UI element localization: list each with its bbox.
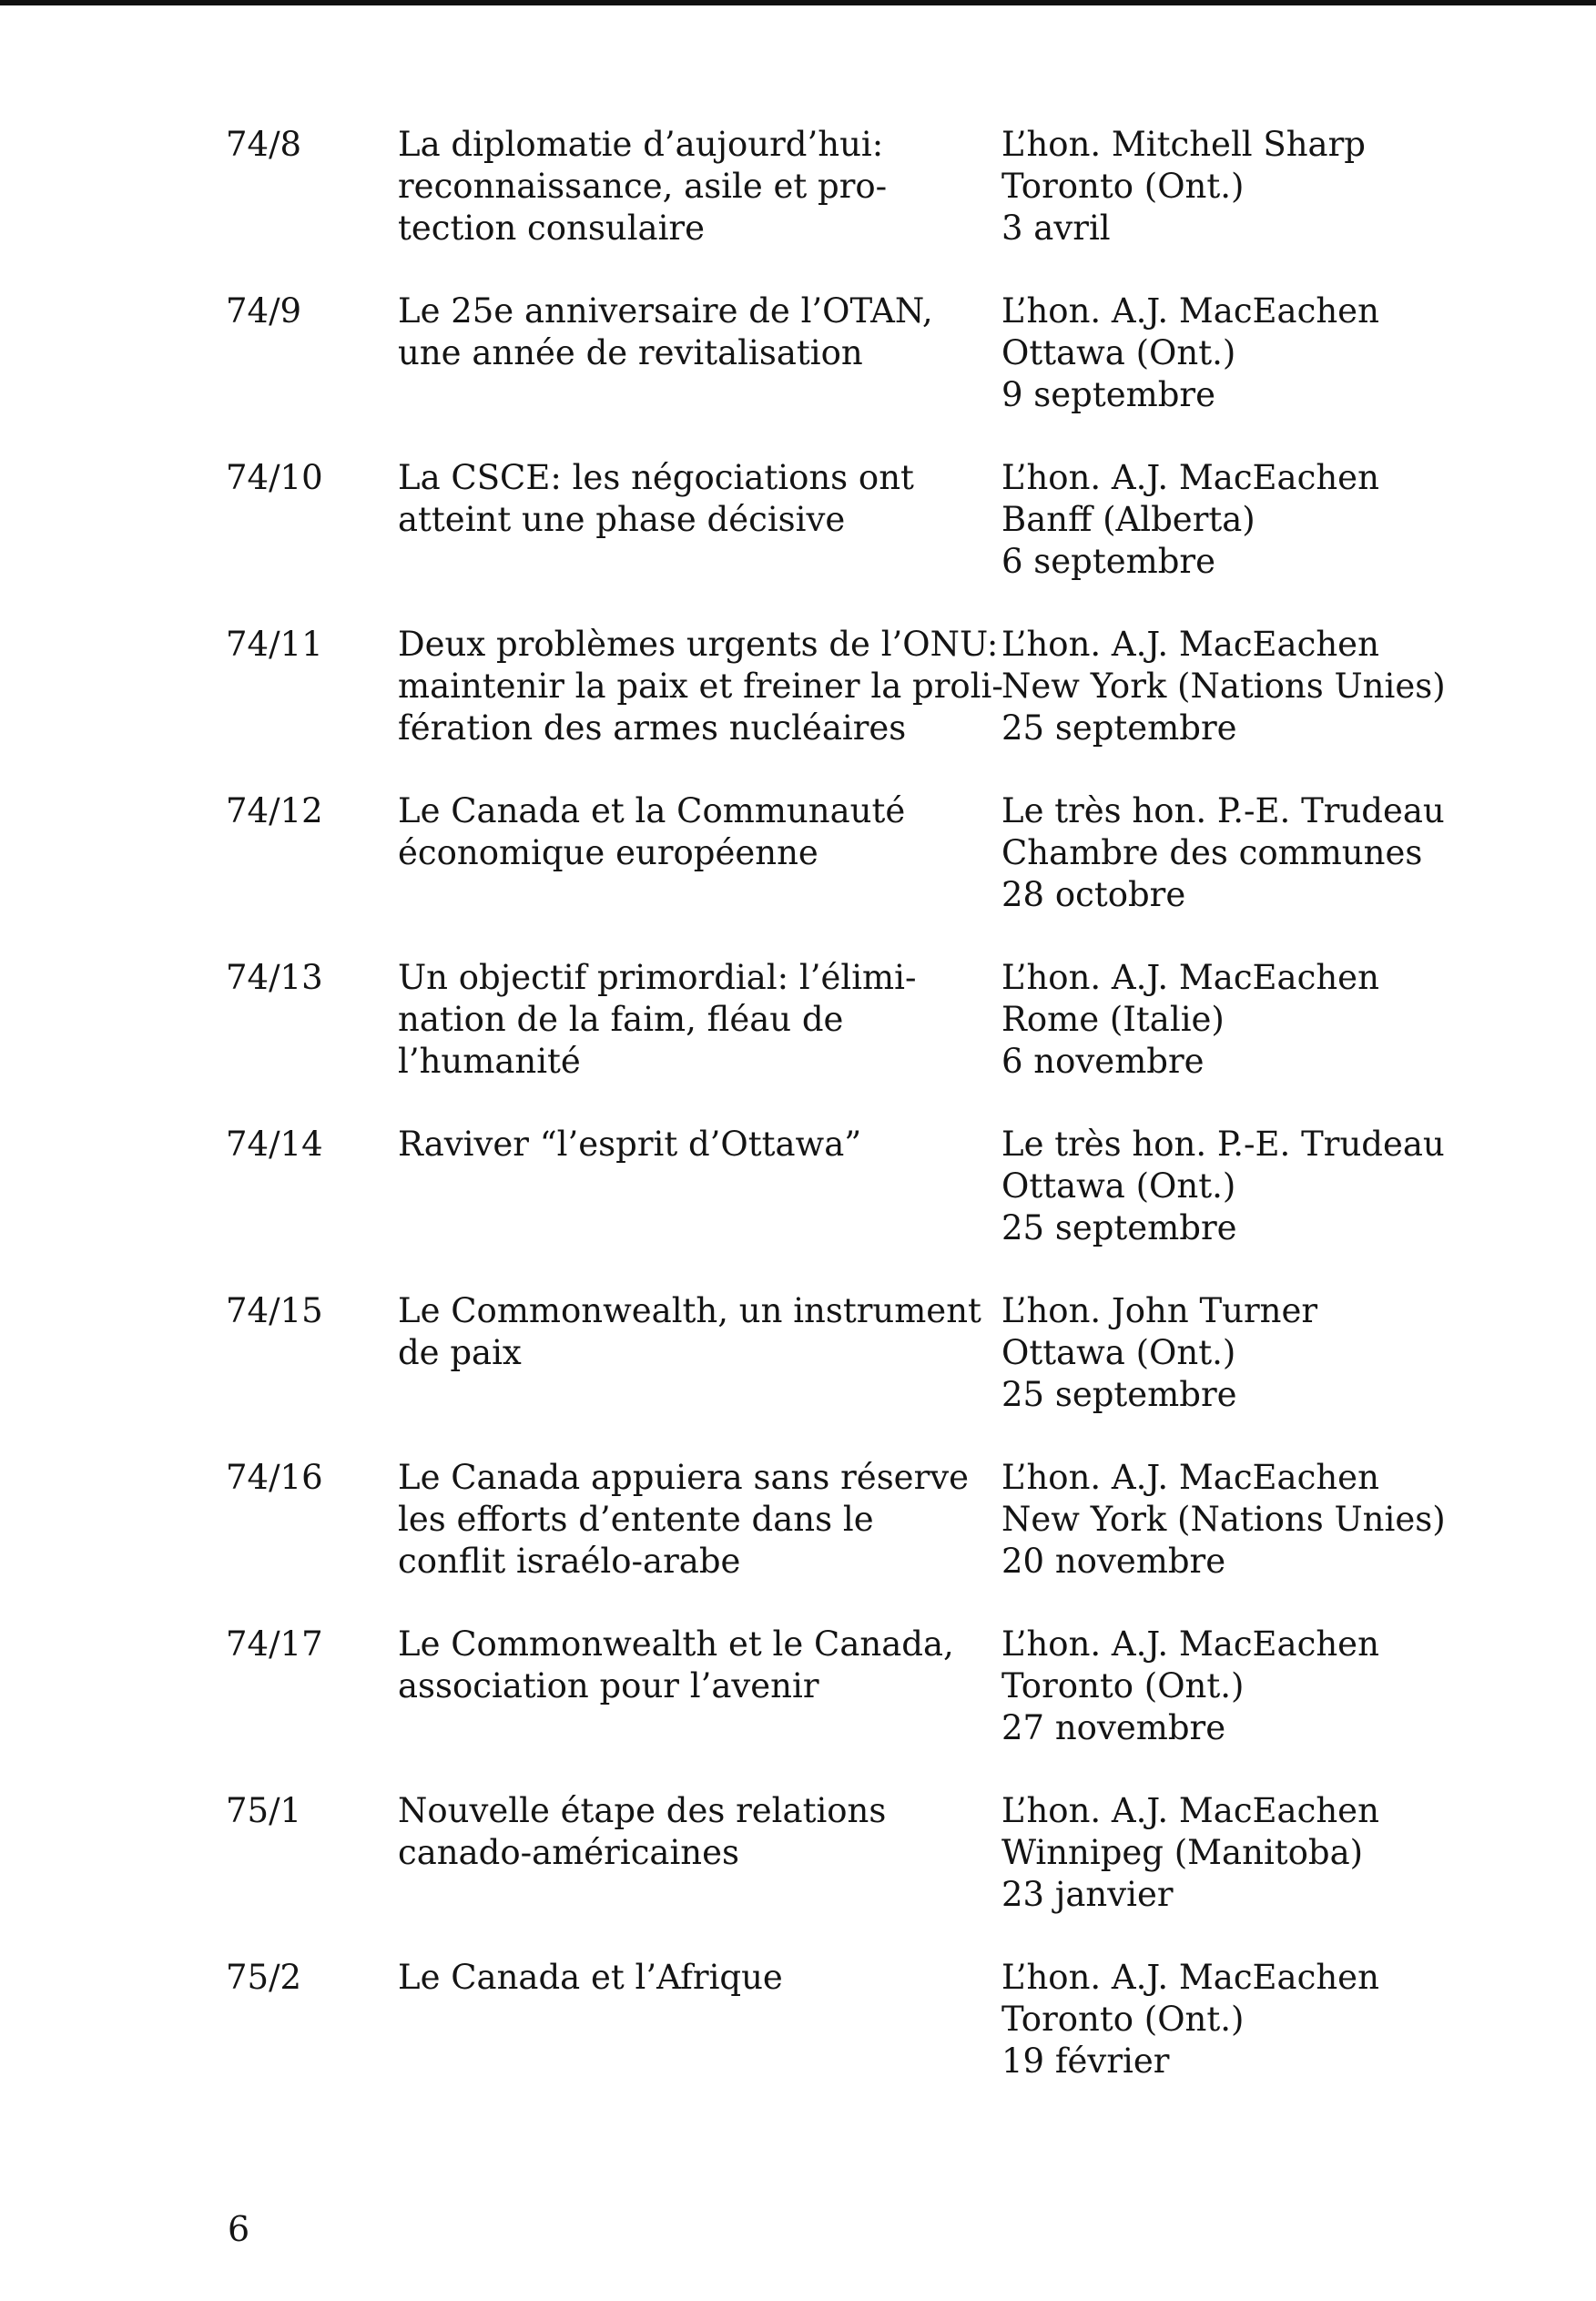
- entry-place: Ottawa (Ont.): [1001, 1333, 1236, 1372]
- entry-meta: [1001, 1790, 1566, 1916]
- entry-place: Ottawa (Ont.): [1001, 333, 1236, 372]
- entry-place: New York (Nations Unies): [1001, 1500, 1446, 1539]
- title-line: Le Commonwealth, un instrument: [398, 1291, 981, 1330]
- entry-speaker: L’hon. A.J. MacEachen: [1001, 1958, 1379, 1997]
- speech-entry: [0, 1290, 1596, 1457]
- entry-speaker: Le très hon. P.-E. Trudeau: [1001, 791, 1445, 830]
- entry-title: [398, 457, 999, 541]
- title-line: Le Canada et l’Afrique: [398, 1958, 783, 1997]
- title-line: économique européenne: [398, 833, 818, 872]
- entry-meta: [1001, 1457, 1566, 1583]
- title-line: Raviver “l’esprit d’Ottawa”: [398, 1125, 862, 1164]
- entry-date: 9 septembre: [1001, 375, 1215, 414]
- speech-entry: [0, 124, 1596, 290]
- entry-speaker: L’hon. Mitchell Sharp: [1001, 125, 1366, 164]
- title-line: tection consulaire: [398, 209, 706, 248]
- entry-number: 74/11: [226, 625, 323, 664]
- entry-title: [398, 290, 999, 374]
- entry-meta: [1001, 1290, 1566, 1416]
- entry-date: 27 novembre: [1001, 1708, 1226, 1747]
- title-line: Le Canada appuiera sans réserve: [398, 1458, 970, 1497]
- entry-date: 3 avril: [1001, 209, 1111, 248]
- entry-number: 75/2: [226, 1958, 302, 1997]
- speech-entry: [0, 457, 1596, 624]
- title-line: atteint une phase décisive: [398, 500, 846, 539]
- entry-place: New York (Nations Unies): [1001, 667, 1446, 706]
- title-line: fération des armes nucléaires: [398, 708, 907, 748]
- title-line: canado-américaines: [398, 1833, 740, 1872]
- entry-number: 74/12: [226, 791, 323, 830]
- entry-number: 74/10: [226, 458, 323, 497]
- speech-entry: [0, 1457, 1596, 1624]
- title-line: nation de la faim, fléau de: [398, 1000, 844, 1039]
- entry-meta: [1001, 290, 1566, 416]
- entry-meta: [1001, 624, 1566, 749]
- entry-place: Ottawa (Ont.): [1001, 1166, 1236, 1206]
- entry-speaker: Le très hon. P.-E. Trudeau: [1001, 1125, 1445, 1164]
- entry-speaker: L’hon. A.J. MacEachen: [1001, 958, 1379, 997]
- entry-number: 74/9: [226, 291, 302, 331]
- entry-number: 74/17: [226, 1624, 323, 1664]
- entry-number: 75/1: [226, 1791, 302, 1830]
- speech-entry: [0, 1624, 1596, 1790]
- entry-title: [398, 957, 999, 1083]
- entry-date: 25 septembre: [1001, 1208, 1237, 1247]
- entry-title: [398, 1457, 999, 1583]
- entry-speaker: L’hon. A.J. MacEachen: [1001, 1458, 1379, 1497]
- title-line: maintenir la paix et freiner la proli-: [398, 667, 1003, 706]
- title-line: La diplomatie d’aujourd’hui:: [398, 125, 884, 164]
- entry-title: [398, 1290, 999, 1374]
- entry-title: [398, 624, 1003, 749]
- speech-entry: [0, 1790, 1596, 1957]
- entry-place: Toronto (Ont.): [1001, 1666, 1245, 1705]
- speech-entry: [0, 957, 1596, 1124]
- top-border-rule: [0, 0, 1596, 5]
- title-line: une année de revitalisation: [398, 333, 863, 372]
- title-line: Un objectif primordial: l’élimi-: [398, 958, 917, 997]
- entry-place: Banff (Alberta): [1001, 500, 1255, 539]
- entry-meta: [1001, 1624, 1566, 1749]
- title-line: Le Canada et la Communauté: [398, 791, 906, 830]
- entry-speaker: L’hon. A.J. MacEachen: [1001, 458, 1379, 497]
- entry-number: 74/8: [226, 125, 302, 164]
- title-line: Le 25e anniversaire de l’OTAN,: [398, 291, 933, 331]
- entry-place: Rome (Italie): [1001, 1000, 1225, 1039]
- entry-date: 28 octobre: [1001, 875, 1186, 914]
- entry-date: 25 septembre: [1001, 708, 1237, 748]
- speech-list: [0, 124, 1596, 2123]
- entry-number: 74/15: [226, 1291, 323, 1330]
- entry-speaker: L’hon. A.J. MacEachen: [1001, 625, 1379, 664]
- entry-date: 20 novembre: [1001, 1542, 1226, 1581]
- entry-number: 74/14: [226, 1125, 323, 1164]
- entry-date: 6 septembre: [1001, 542, 1215, 581]
- entry-date: 25 septembre: [1001, 1375, 1237, 1414]
- entry-place: Toronto (Ont.): [1001, 167, 1245, 206]
- title-line: de paix: [398, 1333, 522, 1372]
- title-line: association pour l’avenir: [398, 1666, 819, 1705]
- entry-place: Winnipeg (Manitoba): [1001, 1833, 1364, 1872]
- entry-number: 74/16: [226, 1458, 323, 1497]
- title-line: La CSCE: les négociations ont: [398, 458, 914, 497]
- entry-title: [398, 1790, 999, 1874]
- entry-title: [398, 124, 999, 249]
- entry-place: Chambre des communes: [1001, 833, 1423, 872]
- entry-title: [398, 1957, 999, 1999]
- entry-speaker: L’hon. A.J. MacEachen: [1001, 291, 1379, 331]
- entry-number: 74/13: [226, 958, 323, 997]
- entry-meta: [1001, 957, 1566, 1083]
- page-number: 6: [228, 2209, 250, 2249]
- entry-title: [398, 790, 999, 874]
- speech-entry: [0, 624, 1596, 790]
- title-line: l’humanité: [398, 1042, 581, 1081]
- entry-date: 19 février: [1001, 2041, 1170, 2081]
- entry-speaker: L’hon. A.J. MacEachen: [1001, 1791, 1379, 1830]
- title-line: les efforts d’entente dans le: [398, 1500, 874, 1539]
- entry-date: 6 novembre: [1001, 1042, 1205, 1081]
- entry-meta: [1001, 1957, 1566, 2082]
- speech-entry: [0, 290, 1596, 457]
- speech-entry: [0, 790, 1596, 957]
- title-line: Deux problèmes urgents de l’ONU:: [398, 625, 999, 664]
- entry-speaker: L’hon. John Turner: [1001, 1291, 1318, 1330]
- entry-title: [398, 1124, 999, 1166]
- title-line: Le Commonwealth et le Canada,: [398, 1624, 954, 1664]
- entry-meta: [1001, 1124, 1566, 1249]
- title-line: Nouvelle étape des relations: [398, 1791, 887, 1830]
- entry-title: [398, 1624, 999, 1707]
- title-line: conflit israélo-arabe: [398, 1542, 741, 1581]
- entry-meta: [1001, 124, 1566, 249]
- entry-place: Toronto (Ont.): [1001, 2000, 1245, 2039]
- entry-date: 23 janvier: [1001, 1875, 1174, 1914]
- entry-meta: [1001, 457, 1566, 583]
- title-line: reconnaissance, asile et pro-: [398, 167, 888, 206]
- speech-entry: [0, 1124, 1596, 1290]
- entry-speaker: L’hon. A.J. MacEachen: [1001, 1624, 1379, 1664]
- entry-meta: [1001, 790, 1566, 916]
- speech-entry: [0, 1957, 1596, 2123]
